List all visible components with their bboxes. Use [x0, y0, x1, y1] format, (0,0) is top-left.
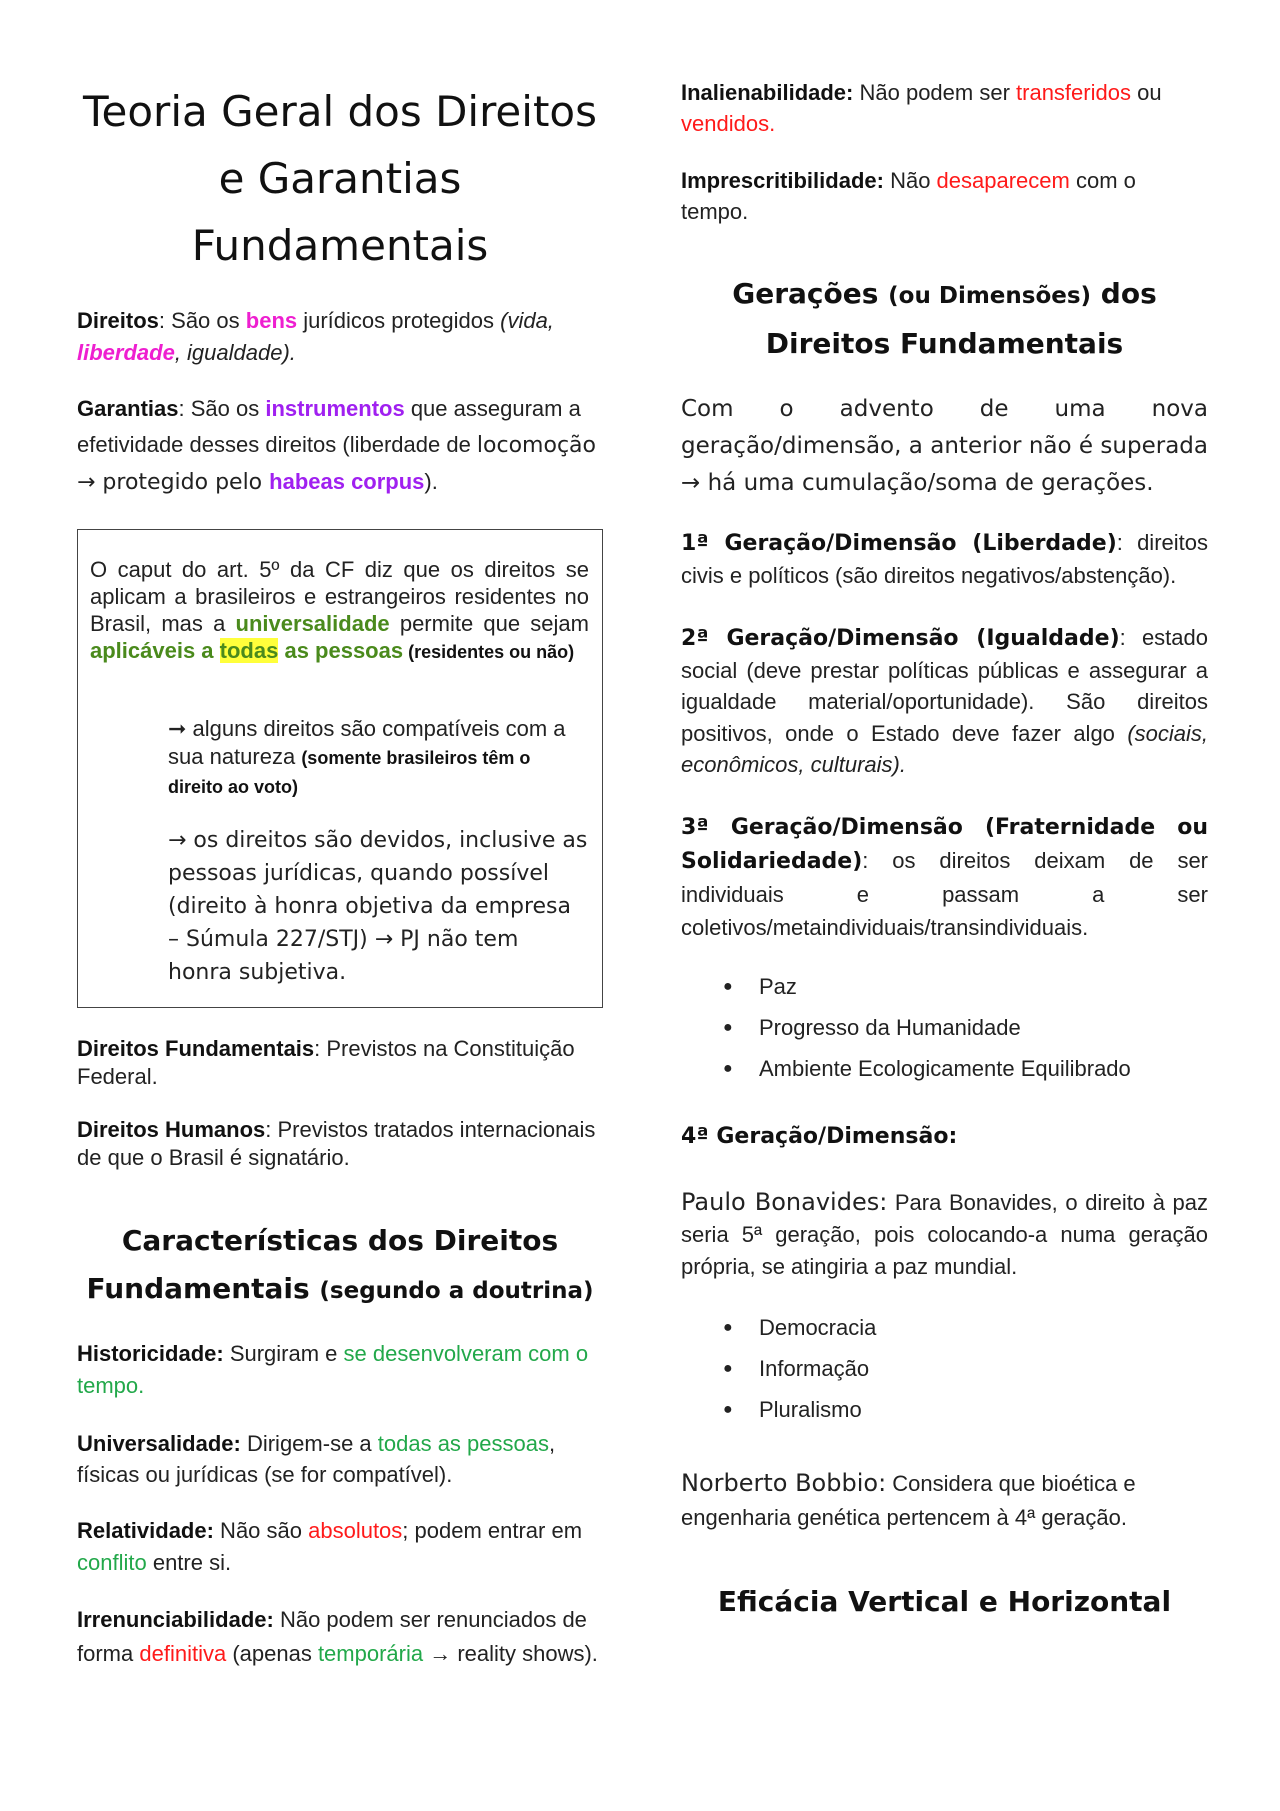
heading-line: [681, 270, 1208, 320]
heading-line: Características dos Direitos: [121, 1224, 559, 1257]
direitos-label: Direitos: [77, 308, 159, 333]
highlight: todas as pessoas: [377, 1431, 549, 1456]
bullet-icon: ●: [723, 978, 733, 995]
text: : os direitos deixam de ser individuais e passam a ser coletivos/metaindividuais/transindividuais.: [681, 848, 1208, 940]
garantias-label: Garantias: [77, 396, 179, 421]
text: com o tempo.: [681, 168, 1136, 224]
bonavides-paragraph: [681, 1186, 1208, 1283]
example: , igualdade).: [174, 340, 296, 365]
highlight: conflito: [77, 1550, 147, 1575]
label: 3ª Geração/Dimensão (Fraternidade ou Solidariedade): [681, 815, 1208, 874]
residentes-note: (residentes ou não): [403, 642, 575, 662]
heading-sub: (segundo a doutrina): [319, 1278, 594, 1304]
bullet-icon: ●: [723, 1360, 733, 1377]
box-bullet-2: → os direitos são devidos, inclusive as pessoas jurídicas, quando possível (direito à honra objetiva da empresa – Súmula 227/STJ) → PJ não tem honra subjetiva.: [168, 828, 588, 985]
imprescritibilidade-paragraph: [681, 165, 1208, 227]
geracoes-heading: [681, 270, 1208, 368]
text: permite que sejam: [389, 611, 589, 636]
label: Irrenunciabilidade:: [77, 1607, 274, 1632]
text: : Previstos tratados internacionais de que o Brasil é signatário.: [77, 1117, 596, 1170]
text: Informação: [759, 1356, 870, 1381]
dh-label: Direitos Humanos: [77, 1117, 266, 1142]
text: Ambiente Ecologicamente Equilibrado: [759, 1056, 1131, 1081]
text: Não: [883, 168, 937, 193]
list-item: [681, 966, 1208, 1007]
garantias-paragraph: [77, 391, 603, 501]
text: → reality shows).: [423, 1641, 598, 1666]
text: Pluralismo: [759, 1397, 862, 1422]
geracao-2-paragraph: [681, 622, 1208, 781]
page-title: Teoria Geral dos Direitos e Garantias Fundamentais: [83, 87, 597, 270]
aplicaveis-highlight: aplicáveis a: [90, 638, 220, 663]
italic-note: (sociais, econômicos, culturais).: [681, 720, 1208, 777]
text: (apenas: [226, 1641, 318, 1666]
text: Fundamentais: [86, 1272, 320, 1305]
caput-box: [77, 529, 603, 1008]
label: Relatividade:: [77, 1518, 214, 1543]
instrumentos-highlight: instrumentos: [265, 396, 405, 421]
list-item: [681, 1389, 1208, 1430]
text: : estado social (deve prestar políticas públicas e assegurar a igualdade material/oportunidade). São direitos positivos, onde o Estado deve fazer algo: [681, 625, 1209, 746]
label: 2ª Geração/Dimensão (Igualdade): [681, 626, 1120, 651]
irrenunciabilidade-paragraph: [77, 1603, 603, 1671]
text: , físicas ou jurídicas (se for compatível).: [77, 1431, 556, 1487]
highlight: se desenvolveram com o tempo.: [77, 1341, 589, 1398]
text: dos: [1091, 277, 1157, 310]
habeas-corpus-highlight: habeas corpus: [269, 469, 425, 494]
author-name: Norberto Bobbio:: [681, 1469, 887, 1497]
bens-highlight: bens: [245, 308, 298, 333]
text: : direitos civis e políticos (são direitos negativos/abstenção).: [681, 530, 1208, 588]
text: : São os: [178, 396, 266, 421]
highlight: transferidos: [1016, 80, 1131, 105]
direitos-humanos-paragraph: [77, 1116, 603, 1172]
label: Imprescritibilidade:: [681, 168, 884, 193]
text: locomoção → protegido pelo: [77, 433, 596, 495]
universalidade-paragraph: [77, 1428, 603, 1490]
highlight: absolutos: [308, 1518, 403, 1543]
highlight: definitiva: [139, 1641, 227, 1666]
list-item: [681, 1307, 1208, 1348]
text: ou: [1130, 80, 1162, 105]
bobbio-paragraph: [681, 1466, 1208, 1535]
bullet-icon: ●: [723, 1060, 733, 1077]
inalienabilidade-paragraph: [681, 77, 1208, 139]
heading-line: [77, 1265, 603, 1315]
liberdade-highlight: liberdade: [77, 340, 175, 365]
bullet-icon: ●: [723, 1401, 733, 1418]
text: Progresso da Humanidade: [759, 1015, 1021, 1040]
relatividade-paragraph: [77, 1515, 603, 1579]
direitos-fundamentais-paragraph: [77, 1035, 603, 1091]
highlight: vendidos.: [681, 111, 776, 136]
list-item: [681, 1007, 1208, 1048]
example: (vida,: [500, 308, 554, 333]
eficacia-heading: Eficácia Vertical e Horizontal: [717, 1585, 1172, 1618]
heading-sub: (ou Dimensões): [888, 283, 1092, 309]
caput-paragraph: [90, 556, 589, 666]
text: ➞ alguns direitos são compatíveis com a sua natureza: [168, 716, 566, 769]
label: Historicidade:: [77, 1341, 224, 1366]
direitos-paragraph: [77, 305, 603, 369]
list-item: [681, 1348, 1208, 1389]
heading-line: Direitos Fundamentais: [765, 327, 1124, 360]
text: : São os: [158, 308, 246, 333]
text: Democracia: [759, 1315, 877, 1340]
highlight: temporária: [317, 1641, 424, 1666]
caracteristicas-heading: [77, 1217, 603, 1315]
text: ; podem entrar em: [402, 1518, 583, 1543]
geracoes-intro: Com o advento de uma nova geração/dimensão, a anterior não é superada → há uma cumulação/soma de gerações.: [681, 396, 1208, 496]
geracao-4-list: [681, 1307, 1208, 1430]
bullet-icon: ●: [723, 1319, 733, 1336]
text: Paz: [759, 974, 797, 999]
pessoas-highlight: as pessoas: [278, 638, 404, 663]
text: Não são: [213, 1518, 309, 1543]
text: Considera que bioética e engenharia genética pertencem à 4ª geração.: [681, 1471, 1136, 1530]
voto-note: (somente brasileiros têm o direito ao voto): [168, 748, 531, 797]
todas-highlight: todas: [219, 638, 279, 663]
text: entre si.: [146, 1550, 232, 1575]
text: Gerações: [732, 277, 889, 310]
text: Não podem ser renunciados de forma: [77, 1607, 587, 1666]
df-label: Direitos Fundamentais: [77, 1036, 315, 1061]
label: Inalienabilidade:: [681, 80, 854, 105]
highlight: desaparecem: [936, 168, 1070, 193]
label: Universalidade:: [77, 1431, 241, 1456]
text: Não podem ser: [853, 80, 1017, 105]
geracao-4-heading: [681, 1120, 1208, 1153]
text: Dirigem-se a: [240, 1431, 378, 1456]
label: 1ª Geração/Dimensão (Liberdade): [681, 531, 1117, 556]
list-item: [681, 1048, 1208, 1089]
text: Surgiram e: [223, 1341, 344, 1366]
historicidade-paragraph: [77, 1338, 603, 1402]
text: ).: [424, 469, 438, 494]
box-bullet-1: [168, 715, 588, 801]
text: que asseguram a efetividade desses direitos (liberdade de: [77, 396, 581, 457]
universalidade-highlight: universalidade: [235, 611, 390, 636]
text: : Previstos na Constituição Federal.: [77, 1036, 575, 1089]
geracao-3-paragraph: [681, 810, 1208, 944]
geracao-3-list: [681, 966, 1208, 1089]
label: 4ª Geração/Dimensão:: [681, 1124, 958, 1149]
geracao-1-paragraph: [681, 527, 1208, 592]
text: jurídicos protegidos: [297, 308, 501, 333]
author-name: Paulo Bonavides:: [681, 1188, 888, 1216]
bullet-icon: ●: [723, 1019, 733, 1036]
text: O caput do art. 5º da CF diz que os direitos se aplicam a brasileiros e estrangeiros residentes no Brasil, mas a: [90, 557, 589, 636]
text: Para Bonavides, o direito à paz seria 5ª geração, pois colocando-a numa geração própria, se atingiria a paz mundial.: [681, 1190, 1208, 1279]
